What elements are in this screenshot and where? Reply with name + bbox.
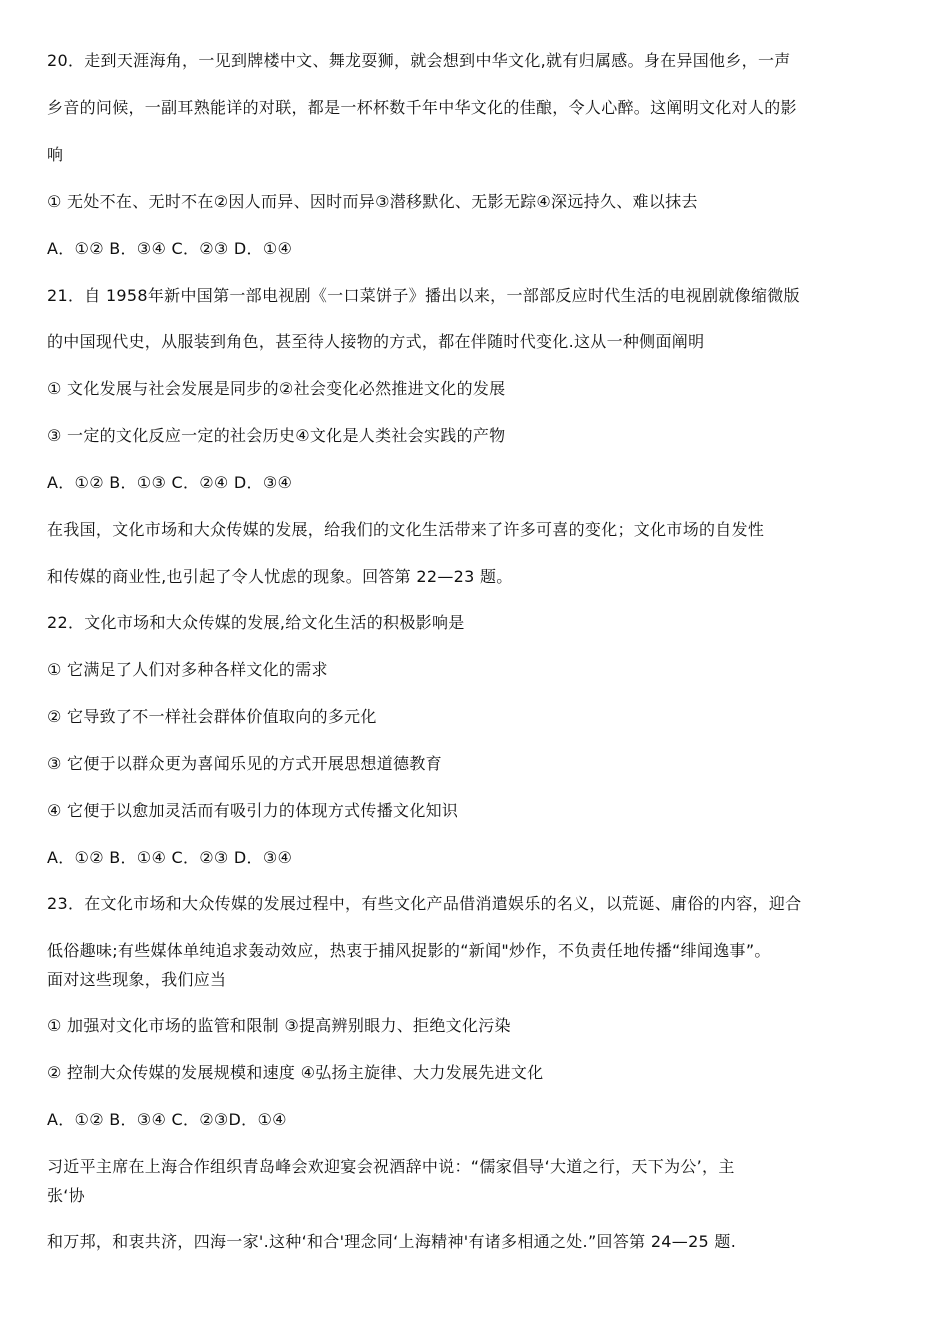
text-line-material-22-1: 在我国，文化市场和大众传媒的发展，给我们的文化生活带来了许多可喜的变化；文化市场的自发性 [47,520,765,539]
text-line-q20-choices: A．①② B．③④ C．②③ D．①④ [47,239,293,258]
text-line-q21-statements-1: ① 文化发展与社会发展是同步的②社会变化必然推进文化的发展 [47,379,506,398]
text-line-q21-statements-2: ③ 一定的文化反应一定的社会历史④文化是人类社会实践的产物 [47,426,506,445]
text-line-q21-stem-1: 21．自 1958年新中国第一部电视剧《一口菜饼子》播出以来，一部部反应时代生活的电视剧就像缩微版 [47,286,800,305]
text-line-q23-stem-3: 面对这些现象，我们应当 [47,970,227,989]
text-line-material-24-1: 习近平主席在上海合作组织青岛峰会欢迎宴会祝酒辞中说：“儒家倡导‘大道之行，天下为公’，主 [47,1157,735,1176]
text-line-q21-stem-2: 的中国现代史，从服装到角色，甚至待人接物的方式，都在伴随时代变化.这从一种侧面阐明 [47,332,705,351]
text-line-q23-choices: A．①② B．③④ C．②③D．①④ [47,1110,287,1129]
text-line-q22-statement-3: ③ 它便于以群众更为喜闻乐见的方式开展思想道德教育 [47,754,442,773]
text-line-q21-choices: A．①② B．①③ C．②④ D．③④ [47,473,293,492]
text-line-q22-choices: A．①② B．①④ C．②③ D．③④ [47,848,293,867]
text-line-q23-stem-1: 23．在文化市场和大众传媒的发展过程中，有些文化产品借消遣娱乐的名义，以荒诞、庸俗的内容，迎合 [47,894,802,913]
text-line-q22-statement-4: ④ 它便于以愈加灵活而有吸引力的体现方式传播文化知识 [47,801,459,820]
text-line-q22-statement-2: ② 它导致了不一样社会群体价值取向的多元化 [47,707,377,726]
text-line-q23-stem-2: 低俗趣味;有些媒体单纯追求轰动效应，热衷于捕风捉影的“新闻"炒作，不负责任地传播“绯闻逸事”。 [47,941,771,960]
text-line-material-24-2: 张‘协 [47,1186,85,1205]
text-line-q20-stem-3: 响 [47,145,64,164]
text-line-q20-stem-1: 20．走到天涯海角，一见到牌楼中文、舞龙耍狮，就会想到中华文化,就有归属感。身在异国他乡，一声 [47,51,791,70]
text-line-material-24-3: 和万邦，和衷共济，四海一家'.这种‘和合'理念同‘上海精神'有诸多相通之处.”回答第 24—25 题. [47,1232,737,1251]
text-line-q20-stem-2: 乡音的问候，一副耳熟能详的对联，都是一杯杯数千年中华文化的佳酿，令人心醉。这阐明文化对人的影 [47,98,797,117]
text-line-material-22-2: 和传媒的商业性,也引起了令人忧虑的现象。回答第 22—23 题。 [47,567,513,586]
text-line-q22-stem: 22．文化市场和大众传媒的发展,给文化生活的积极影响是 [47,613,465,632]
text-line-q20-statements: ① 无处不在、无时不在②因人而异、因时而异③潜移默化、无影无踪④深远持久、难以抹去 [47,192,698,211]
text-line-q23-statements-2: ② 控制大众传媒的发展规模和速度 ④弘扬主旋律、大力发展先进文化 [47,1063,544,1082]
text-line-q22-statement-1: ① 它满足了人们对多种各样文化的需求 [47,660,328,679]
text-line-q23-statements-1: ① 加强对文化市场的监管和限制 ③提高辨别眼力、拒绝文化污染 [47,1016,511,1035]
